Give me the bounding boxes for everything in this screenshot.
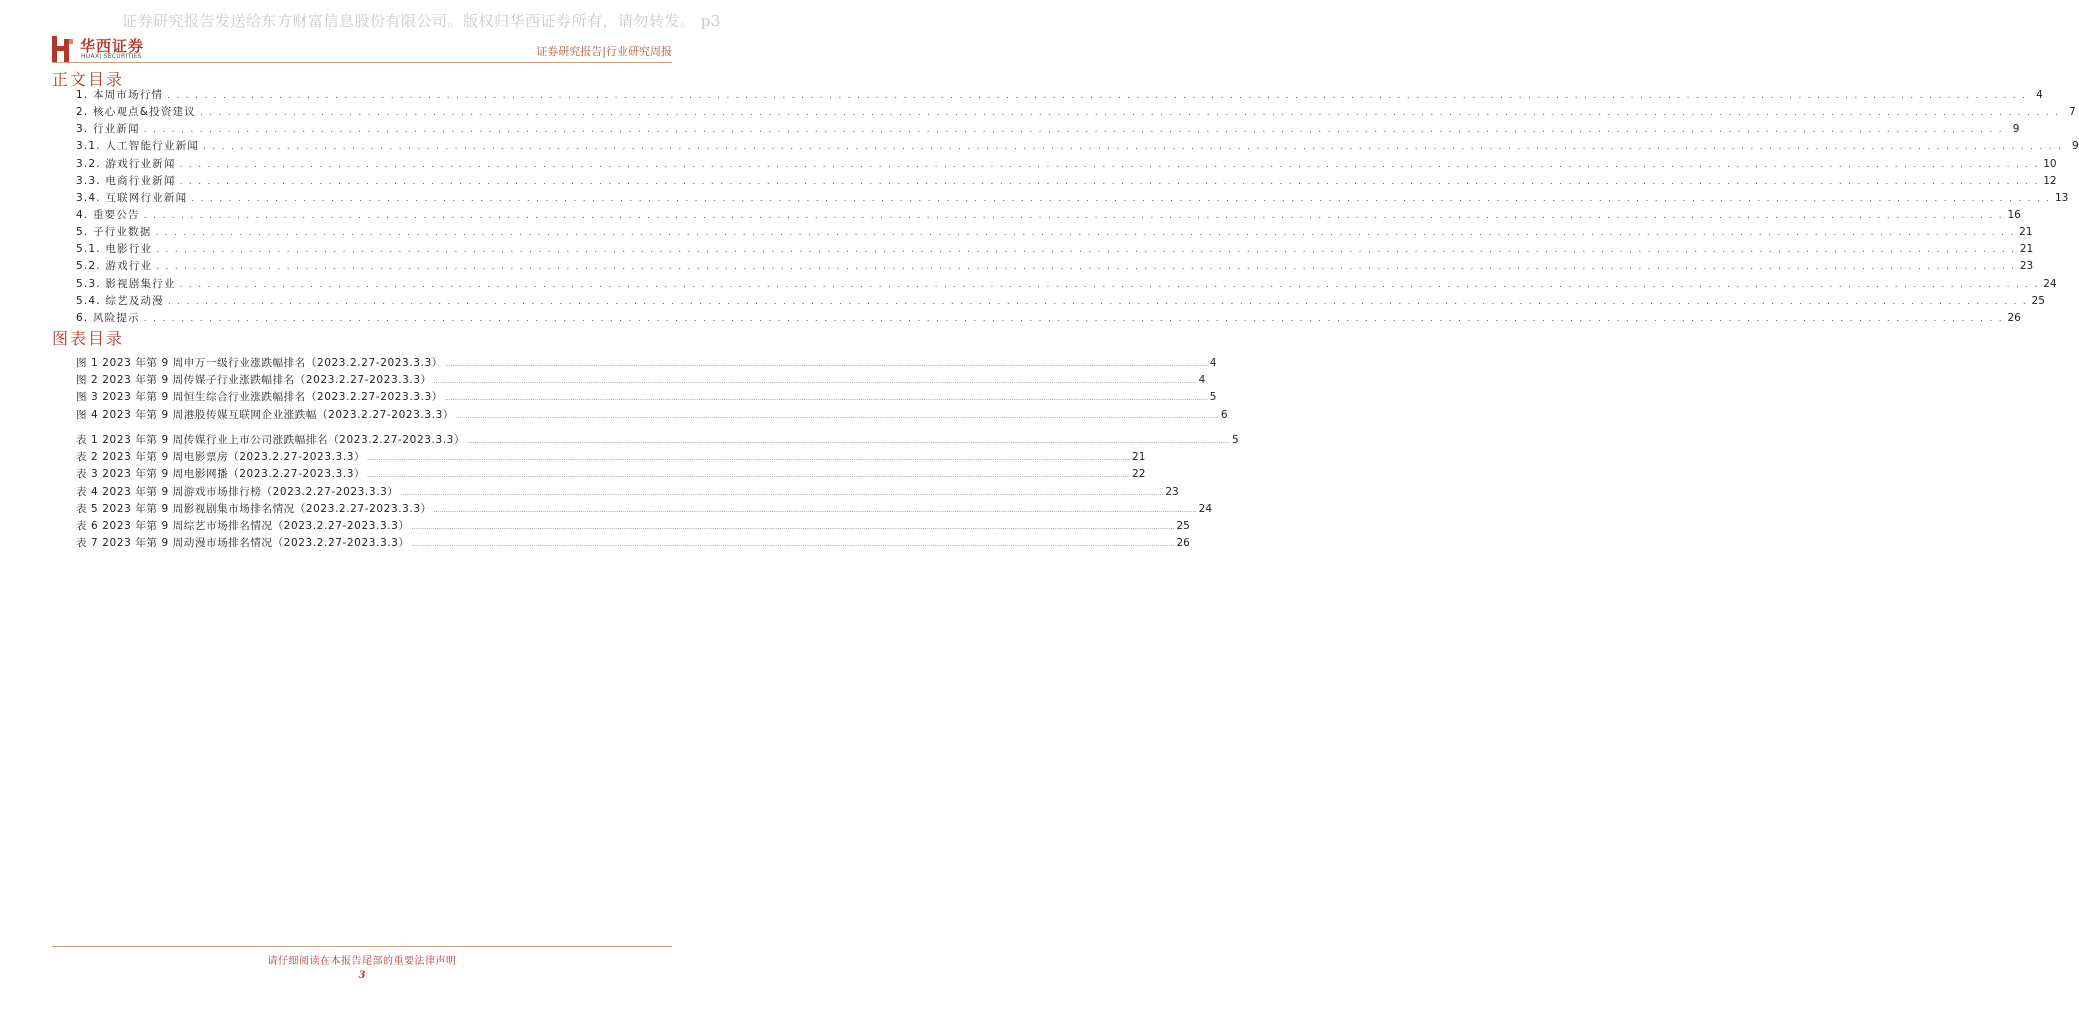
- footer-disclaimer: 请仔细阅读在本报告尾部的重要法律声明: [267, 956, 457, 967]
- toc-entry[interactable]: [76, 173, 2057, 190]
- toc-entry-label: 5.1. 电影行业: [76, 243, 153, 256]
- toc-entry[interactable]: [76, 87, 2043, 104]
- toc-entry-label: 5.4. 综艺及动漫: [76, 294, 164, 307]
- dot-leader: ................................................................................................................................................................................................................................................................................................................................................................................................................: [367, 472, 1131, 480]
- table-entry-page: 25: [1176, 519, 1190, 532]
- table-entry[interactable]: [76, 501, 1213, 518]
- toc-entry-page: 7: [2068, 106, 2076, 119]
- toc-entry[interactable]: [76, 276, 2057, 293]
- chart-entry-label: 图 2 2023 年第 9 周传媒子行业涨跌幅排名（2023.2.27-2023.3.3）: [76, 374, 432, 387]
- chart-entry[interactable]: [76, 407, 1228, 424]
- dot-leader: . . . . . . . . . . . . . . . . . . . . . . . . . . . . . . . . . . . . . . . . . . . . . . . . . . . . . . . . . . . . . . . . . . . . . . . . . . . . . . . . . . . . . . . . . . . . . . . . . . . . . . . . . . . . . . . . . . . . . . . . . . . . . . . . . . . . . . . . . . . . . . . . . . . . . . . . . . . . . . . . . . . . . . . . . . . . . . . . . . . . . . . . . . . . . . . . . . . . . . . .: [143, 313, 2004, 324]
- dot-leader: ................................................................................................................................................................................................................................................................................................................................................................................................................: [433, 378, 1197, 386]
- dot-leader: ................................................................................................................................................................................................................................................................................................................................................................................................................: [411, 523, 1175, 531]
- table-list: [76, 432, 1239, 552]
- dot-leader: ................................................................................................................................................................................................................................................................................................................................................................................................................: [455, 412, 1219, 420]
- table-entry-label: 表 3 2023 年第 9 周电影网播（2023.2.27-2023.3.3）: [76, 468, 366, 481]
- toc-entry-label: 3.2. 游戏行业新闻: [76, 157, 176, 170]
- header-divider: [52, 62, 672, 63]
- toc-entry-page: 21: [2019, 243, 2034, 256]
- huaxi-logo-icon: [52, 36, 74, 62]
- toc-entry[interactable]: [76, 224, 2033, 241]
- chart-entry[interactable]: [76, 389, 1217, 406]
- dot-leader: . . . . . . . . . . . . . . . . . . . . . . . . . . . . . . . . . . . . . . . . . . . . . . . . . . . . . . . . . . . . . . . . . . . . . . . . . . . . . . . . . . . . . . . . . . . . . . . . . . . . . . . . . . . . . . . . . . . . . . . . . . . . . . . . . . . . . . . . . . . . . . . . . . . . . . . . . . . . . . . . . . . . . . . . . . . . . . . . . . . . . . . . . . . . . . . . . . . . . . . .: [167, 91, 2027, 101]
- toc-entry[interactable]: [76, 207, 2021, 224]
- dot-leader: ................................................................................................................................................................................................................................................................................................................................................................................................................: [467, 438, 1230, 445]
- chart-entry[interactable]: [76, 372, 1206, 389]
- chart-entry-label: 图 3 2023 年第 9 周恒生综合行业涨跌幅排名（2023.2.27-2023.3.3）: [76, 391, 443, 404]
- table-entry-label: 表 2 2023 年第 9 周电影票房（2023.2.27-2023.3.3）: [76, 451, 366, 464]
- toc-entry[interactable]: [76, 104, 2076, 121]
- table-entry-label: 表 1 2023 年第 9 周传媒行业上市公司涨跌幅排名（2023.2.27-2023.3.3）: [76, 434, 466, 446]
- report-type-label: 证券研究报告|行业研究周报: [536, 45, 672, 58]
- chart-list: [76, 355, 1228, 424]
- table-entry[interactable]: [76, 466, 1146, 483]
- table-entry-label: 表 5 2023 年第 9 周影视剧集市场排名情况（2023.2.27-2023.3.3）: [76, 502, 432, 515]
- toc-entry[interactable]: [76, 258, 2034, 275]
- dot-leader: . . . . . . . . . . . . . . . . . . . . . . . . . . . . . . . . . . . . . . . . . . . . . . . . . . . . . . . . . . . . . . . . . . . . . . . . . . . . . . . . . . . . . . . . . . . . . . . . . . . . . . . . . . . . . . . . . . . . . . . . . . . . . . . . . . . . . . . . . . . . . . . . . . . . . . . . . . . . . . . . . . . . . . . . . . . . . . . . . . . . . . . . . . . . . . . . . . . . . . . .: [143, 125, 2004, 136]
- logo-name-cn: 华西证券: [80, 37, 145, 55]
- table-entry-page: 21: [1132, 451, 1146, 464]
- dot-leader: ................................................................................................................................................................................................................................................................................................................................................................................................................: [433, 506, 1197, 514]
- dot-leader: . . . . . . . . . . . . . . . . . . . . . . . . . . . . . . . . . . . . . . . . . . . . . . . . . . . . . . . . . . . . . . . . . . . . . . . . . . . . . . . . . . . . . . . . . . . . . . . . . . . . . . . . . . . . . . . . . . . . . . . . . . . . . . . . . . . . . . . . . . . . . . . . . . . . . . . . . . . . . . . . . . . . . . . . . . . . . . . . . . . . . . . . . . . . . . . . . . . . . . . .: [156, 245, 2016, 256]
- table-entry-page: 5: [1231, 434, 1239, 446]
- dot-leader: ................................................................................................................................................................................................................................................................................................................................................................................................................: [411, 541, 1175, 549]
- toc-entry-page: 23: [2019, 260, 2034, 273]
- table-entry-label: 表 4 2023 年第 9 周游戏市场排行榜（2023.2.27-2023.3.3）: [76, 485, 399, 498]
- toc-entry-page: 9: [2071, 140, 2079, 153]
- toc-entry[interactable]: [76, 190, 2069, 207]
- toc-entry-label: 3.1. 人工智能行业新闻: [76, 140, 199, 153]
- chart-entry-page: 6: [1220, 408, 1228, 421]
- table-entry[interactable]: [76, 484, 1179, 501]
- dot-leader: . . . . . . . . . . . . . . . . . . . . . . . . . . . . . . . . . . . . . . . . . . . . . . . . . . . . . . . . . . . . . . . . . . . . . . . . . . . . . . . . . . . . . . . . . . . . . . . . . . . . . . . . . . . . . . . . . . . . . . . . . . . . . . . . . . . . . . . . . . . . . . . . . . . . . . . . . . . . . . . . . . . . . . . . . . . . . . . . . . . . . . . . . . . . . . . . . . . . . . . .: [191, 193, 2051, 204]
- toc-entry[interactable]: [76, 138, 2079, 155]
- dot-leader: ................................................................................................................................................................................................................................................................................................................................................................................................................: [400, 489, 1164, 497]
- chart-entry[interactable]: [76, 355, 1217, 372]
- dot-leader: . . . . . . . . . . . . . . . . . . . . . . . . . . . . . . . . . . . . . . . . . . . . . . . . . . . . . . . . . . . . . . . . . . . . . . . . . . . . . . . . . . . . . . . . . . . . . . . . . . . . . . . . . . . . . . . . . . . . . . . . . . . . . . . . . . . . . . . . . . . . . . . . . . . . . . . . . . . . . . . . . . . . . . . . . . . . . . . . . . . . . . . . . . . . . . . . . . . . . . . .: [167, 296, 2028, 307]
- toc-entry-page: 24: [2043, 277, 2057, 290]
- toc-entry-page: 26: [2007, 311, 2021, 324]
- toc-entry[interactable]: [76, 241, 2034, 258]
- figure-list-title: 图表目录: [52, 329, 125, 348]
- table-entry-page: 24: [1198, 502, 1213, 515]
- table-entry-page: 26: [1176, 537, 1190, 550]
- toc-entry-page: 4: [2036, 89, 2043, 101]
- toc-entry-page: 16: [2007, 208, 2021, 221]
- table-entry-page: 23: [1165, 485, 1179, 498]
- dot-leader: . . . . . . . . . . . . . . . . . . . . . . . . . . . . . . . . . . . . . . . . . . . . . . . . . . . . . . . . . . . . . . . . . . . . . . . . . . . . . . . . . . . . . . . . . . . . . . . . . . . . . . . . . . . . . . . . . . . . . . . . . . . . . . . . . . . . . . . . . . . . . . . . . . . . . . . . . . . . . . . . . . . . . . . . . . . . . . . . . . . . . . . . . . . . . . . . . . . . . . . .: [202, 142, 2063, 153]
- toc-entry-page: 25: [2031, 294, 2045, 307]
- chart-entry-page: 4: [1209, 357, 1217, 369]
- toc-entry-label: 6. 风险提示: [76, 311, 140, 324]
- table-entry-label: 表 6 2023 年第 9 周综艺市场排名情况（2023.2.27-2023.3.3）: [76, 519, 410, 532]
- chart-entry-label: 图 1 2023 年第 9 周申万一级行业涨跌幅排名（2023.2.27-2023.3.3）: [76, 357, 443, 369]
- table-entry-label: 表 7 2023 年第 9 周动漫市场排名情况（2023.2.27-2023.3.3）: [76, 537, 410, 550]
- dot-leader: . . . . . . . . . . . . . . . . . . . . . . . . . . . . . . . . . . . . . . . . . . . . . . . . . . . . . . . . . . . . . . . . . . . . . . . . . . . . . . . . . . . . . . . . . . . . . . . . . . . . . . . . . . . . . . . . . . . . . . . . . . . . . . . . . . . . . . . . . . . . . . . . . . . . . . . . . . . . . . . . . . . . . . . . . . . . . . . . . . . . . . . . . . . . . . . . . . . . . . . .: [143, 210, 2004, 221]
- toc-entry-page: 9: [2012, 123, 2020, 136]
- toc-entry-page: 10: [2043, 157, 2057, 170]
- toc-entry-label: 5. 子行业数据: [76, 226, 152, 239]
- toc-entry-label: 1. 本周市场行情: [76, 89, 164, 101]
- toc-entry[interactable]: [76, 156, 2057, 173]
- table-entry[interactable]: [76, 432, 1239, 449]
- dot-leader: ................................................................................................................................................................................................................................................................................................................................................................................................................: [444, 395, 1208, 403]
- toc-entry-label: 5.3. 影视剧集行业: [76, 277, 176, 290]
- dot-leader: . . . . . . . . . . . . . . . . . . . . . . . . . . . . . . . . . . . . . . . . . . . . . . . . . . . . . . . . . . . . . . . . . . . . . . . . . . . . . . . . . . . . . . . . . . . . . . . . . . . . . . . . . . . . . . . . . . . . . . . . . . . . . . . . . . . . . . . . . . . . . . . . . . . . . . . . . . . . . . . . . . . . . . . . . . . . . . . . . . . . . . . . . . . . . . . . . . . . . . . .: [179, 159, 2040, 170]
- page-number: 3: [358, 970, 366, 981]
- toc-entry-label: 5.2. 游戏行业: [76, 260, 153, 273]
- logo-name-en: HUAXI SECURITIES: [81, 53, 142, 60]
- dot-leader: . . . . . . . . . . . . . . . . . . . . . . . . . . . . . . . . . . . . . . . . . . . . . . . . . . . . . . . . . . . . . . . . . . . . . . . . . . . . . . . . . . . . . . . . . . . . . . . . . . . . . . . . . . . . . . . . . . . . . . . . . . . . . . . . . . . . . . . . . . . . . . . . . . . . . . . . . . . . . . . . . . . . . . . . . . . . . . . . . . . . . . . . . . . . . . . . . . . . . . . .: [156, 262, 2016, 273]
- toc-entry-page: 13: [2054, 191, 2069, 204]
- dot-leader: ................................................................................................................................................................................................................................................................................................................................................................................................................: [444, 361, 1208, 368]
- toc-title: 正文目录: [52, 70, 125, 89]
- chart-entry-page: 5: [1209, 391, 1217, 404]
- toc-list: [76, 87, 2079, 327]
- dot-leader: . . . . . . . . . . . . . . . . . . . . . . . . . . . . . . . . . . . . . . . . . . . . . . . . . . . . . . . . . . . . . . . . . . . . . . . . . . . . . . . . . . . . . . . . . . . . . . . . . . . . . . . . . . . . . . . . . . . . . . . . . . . . . . . . . . . . . . . . . . . . . . . . . . . . . . . . . . . . . . . . . . . . . . . . . . . . . . . . . . . . . . . . . . . . . . . . . . . . . . . .: [199, 108, 2060, 119]
- dot-leader: ................................................................................................................................................................................................................................................................................................................................................................................................................: [367, 455, 1131, 463]
- toc-entry-page: 21: [2019, 226, 2033, 239]
- toc-entry-label: 3. 行业新闻: [76, 123, 140, 136]
- dot-leader: . . . . . . . . . . . . . . . . . . . . . . . . . . . . . . . . . . . . . . . . . . . . . . . . . . . . . . . . . . . . . . . . . . . . . . . . . . . . . . . . . . . . . . . . . . . . . . . . . . . . . . . . . . . . . . . . . . . . . . . . . . . . . . . . . . . . . . . . . . . . . . . . . . . . . . . . . . . . . . . . . . . . . . . . . . . . . . . . . . . . . . . . . . . . . . . . . . . . . . . .: [155, 228, 2016, 239]
- dot-leader: . . . . . . . . . . . . . . . . . . . . . . . . . . . . . . . . . . . . . . . . . . . . . . . . . . . . . . . . . . . . . . . . . . . . . . . . . . . . . . . . . . . . . . . . . . . . . . . . . . . . . . . . . . . . . . . . . . . . . . . . . . . . . . . . . . . . . . . . . . . . . . . . . . . . . . . . . . . . . . . . . . . . . . . . . . . . . . . . . . . . . . . . . . . . . . . . . . . . . . . .: [179, 176, 2040, 187]
- table-entry[interactable]: [76, 518, 1190, 535]
- table-entry-page: 22: [1132, 468, 1146, 481]
- chart-entry-label: 图 4 2023 年第 9 周港股传媒互联网企业涨跌幅（2023.2.27-2023.3.3）: [76, 408, 454, 421]
- toc-entry-page: 12: [2043, 174, 2057, 187]
- toc-entry-label: 3.3. 电商行业新闻: [76, 174, 176, 187]
- toc-entry-label: 4. 重要公告: [76, 208, 140, 221]
- dot-leader: . . . . . . . . . . . . . . . . . . . . . . . . . . . . . . . . . . . . . . . . . . . . . . . . . . . . . . . . . . . . . . . . . . . . . . . . . . . . . . . . . . . . . . . . . . . . . . . . . . . . . . . . . . . . . . . . . . . . . . . . . . . . . . . . . . . . . . . . . . . . . . . . . . . . . . . . . . . . . . . . . . . . . . . . . . . . . . . . . . . . . . . . . . . . . . . . . . . . . . . .: [179, 279, 2040, 290]
- table-entry[interactable]: [76, 535, 1190, 552]
- toc-entry-label: 3.4. 互联网行业新闻: [76, 191, 188, 204]
- footer-divider: [52, 946, 672, 947]
- toc-entry[interactable]: [76, 121, 2020, 138]
- toc-entry[interactable]: [76, 310, 2021, 327]
- toc-entry-label: 2. 核心观点&投资建议: [76, 106, 196, 119]
- chart-entry-page: 4: [1198, 374, 1206, 387]
- watermark-text: 证券研究报告发送给东方财富信息股份有限公司。版权归华西证券所有，请勿转发。 p3: [122, 12, 721, 30]
- table-entry[interactable]: [76, 449, 1146, 466]
- toc-entry[interactable]: [76, 293, 2045, 310]
